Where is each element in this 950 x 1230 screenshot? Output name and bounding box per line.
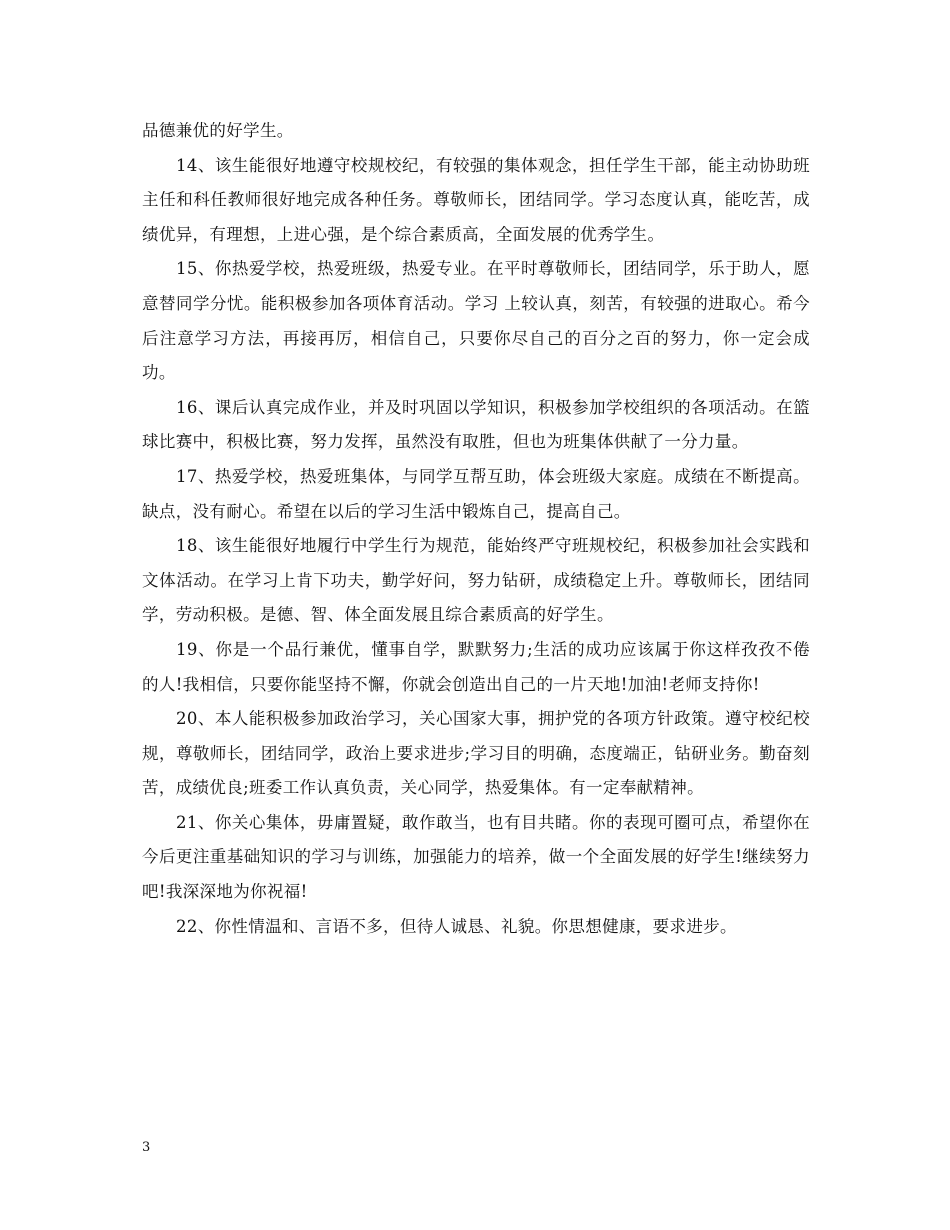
paragraph-item-18: 18、该生能很好地履行中学生行为规范，能始终严守班规校纪，积极参加社会实践和文体活动。在学习上肯下功夫，勤学好问，努力钻研，成绩稳定上升。尊敬师长，团结同学，劳动积极。是德、智、体全面发展且综合素质高的好学生。	[142, 536, 810, 625]
page-number: 3	[142, 1140, 151, 1155]
paragraph-item-19: 19、你是一个品行兼优，懂事自学，默默努力;生活的成功应该属于你这样孜孜不倦的人!我相信，只要你能坚持不懈，你就会创造出自己的一片天地!加油!老师支持你!	[142, 639, 810, 694]
paragraph-item-17: 17、热爱学校，热爱班集体，与同学互帮互助，体会班级大家庭。成绩在不断提高。缺点，没有耐心。希望在以后的学习生活中锻炼自己，提高自己。	[142, 466, 810, 521]
paragraph-item-22: 22、你性情温和、言语不多，但待人诚恳、礼貌。你思想健康，要求进步。	[176, 916, 737, 936]
paragraph-item-20: 20、本人能积极参加政治学习，关心国家大事，拥护党的各项方针政策。遵守校纪校规，尊敬师长，团结同学，政治上要求进步;学习目的明确，态度端正，钻研业务。勤奋刻苦，成绩优良;班委工作认真负责，关心同学，热爱集体。有一定奉献精神。	[142, 709, 810, 798]
document-body	[142, 114, 810, 944]
paragraph-item-15: 15、你热爱学校，热爱班级，热爱专业。在平时尊敬师长，团结同学，乐于助人，愿意替同学分忧。能积极参加各项体育活动。学习 上较认真，刻苦，有较强的进取心。希今后注意学习方法，再接再厉，相信自己，只要你尽自己的百分之百的努力，你一定会成功。	[142, 259, 810, 383]
paragraph-item-16: 16、课后认真完成作业，并及时巩固以学知识，积极参加学校组织的各项活动。在篮球比赛中，积极比赛，努力发挥，虽然没有取胜，但也为班集体供献了一分力量。	[142, 397, 810, 452]
paragraph-item-14: 14、该生能很好地遵守校规校纪，有较强的集体观念，担任学生干部，能主动协助班主任和科任教师很好地完成各种任务。尊敬师长，团结同学。学习态度认真，能吃苦，成绩优异，有理想，上进心强，是个综合素质高，全面发展的优秀学生。	[142, 155, 810, 244]
paragraph-continuation: 品德兼优的好学生。	[142, 121, 294, 140]
paragraph-item-21: 21、你关心集体，毋庸置疑，敢作敢当，也有目共睹。你的表现可圈可点，希望你在今后更注重基础知识的学习与训练，加强能力的培养，做一个全面发展的好学生!继续努力吧!我深深地为你祝福!	[142, 812, 810, 902]
